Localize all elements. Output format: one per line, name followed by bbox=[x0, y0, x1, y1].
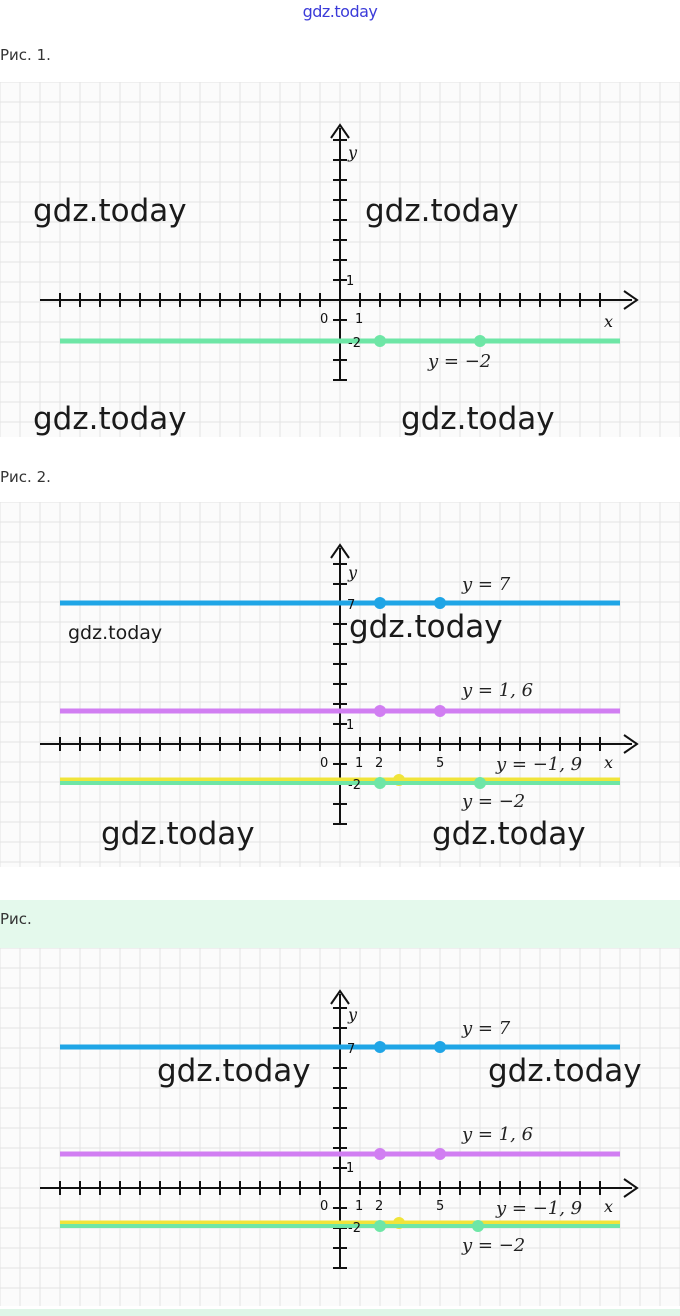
x-axis-name: x bbox=[604, 1197, 614, 1216]
tick-label-y-minus-2: -2 bbox=[348, 1221, 361, 1236]
watermark: gdz.today bbox=[488, 1053, 642, 1089]
tick-label-0: 0 bbox=[320, 1199, 329, 1214]
equation-y-minus-1-9: y = −1, 9 bbox=[496, 1198, 583, 1219]
equation-y-minus-1-9: y = −1, 9 bbox=[496, 754, 583, 775]
tick-label-y1: 1 bbox=[346, 274, 355, 289]
figure-1-graph bbox=[0, 82, 680, 437]
y-axis-name: y bbox=[348, 143, 358, 162]
point bbox=[474, 777, 486, 789]
tick-label-x2: 2 bbox=[375, 1199, 384, 1214]
tick-label-y-minus-2: -2 bbox=[348, 778, 361, 793]
watermark: gdz.today bbox=[68, 622, 163, 644]
tick-label-x5: 5 bbox=[436, 756, 445, 771]
point bbox=[374, 1148, 386, 1160]
point bbox=[374, 705, 386, 717]
point bbox=[434, 1041, 446, 1053]
point bbox=[434, 1148, 446, 1160]
tick-label-y1: 1 bbox=[346, 1161, 355, 1176]
point bbox=[434, 597, 446, 609]
tick-label-x1: 1 bbox=[355, 756, 364, 771]
watermark: gdz.today bbox=[401, 401, 555, 437]
watermark: gdz.today bbox=[365, 193, 519, 229]
tick-label-y7: 7 bbox=[347, 598, 356, 613]
equation-y-minus-2: y = −2 bbox=[462, 1235, 526, 1256]
point bbox=[374, 777, 386, 789]
tick-label-y7: 7 bbox=[347, 1042, 356, 1057]
equation-y-1-6: y = 1, 6 bbox=[462, 1124, 534, 1145]
equation-y-1-6: y = 1, 6 bbox=[462, 680, 534, 701]
point bbox=[434, 705, 446, 717]
watermark: gdz.today bbox=[101, 816, 255, 852]
y-axis-name: y bbox=[348, 1005, 358, 1024]
site-logo[interactable]: gdz.today bbox=[302, 2, 378, 21]
y-axis-name: y bbox=[348, 563, 358, 582]
x-axis-name: x bbox=[604, 753, 614, 772]
figure-3-banner bbox=[0, 900, 680, 948]
point bbox=[374, 597, 386, 609]
figure-3-label: Рис. bbox=[0, 910, 32, 928]
point bbox=[374, 1220, 386, 1232]
figure-3-graph bbox=[0, 948, 680, 1306]
footer-strip bbox=[0, 1309, 680, 1316]
tick-label-0: 0 bbox=[320, 756, 329, 771]
point bbox=[374, 335, 386, 347]
equation-y-7: y = 7 bbox=[462, 1018, 511, 1039]
figure-2-label: Рис. 2. bbox=[0, 468, 51, 486]
watermark: gdz.today bbox=[33, 401, 187, 437]
watermark: gdz.today bbox=[157, 1053, 311, 1089]
watermark: gdz.today bbox=[432, 816, 586, 852]
tick-label-x5: 5 bbox=[436, 1199, 445, 1214]
tick-label-x1: 1 bbox=[355, 1199, 364, 1214]
tick-label-y1: 1 bbox=[346, 718, 355, 733]
point bbox=[472, 1220, 484, 1232]
equation-y-minus-2: y = −2 bbox=[428, 351, 492, 372]
tick-label-x2: 2 bbox=[375, 756, 384, 771]
watermark: gdz.today bbox=[349, 609, 503, 645]
tick-label-y-minus-2: -2 bbox=[348, 336, 361, 351]
equation-y-7: y = 7 bbox=[462, 574, 511, 595]
tick-label-0: 0 bbox=[320, 312, 329, 327]
watermark: gdz.today bbox=[33, 193, 187, 229]
equation-y-minus-2: y = −2 bbox=[462, 791, 526, 812]
figure-2-graph bbox=[0, 502, 680, 867]
x-axis-name: x bbox=[604, 312, 614, 331]
figure-1-label: Рис. 1. bbox=[0, 46, 51, 64]
point bbox=[374, 1041, 386, 1053]
tick-label-x1: 1 bbox=[355, 312, 364, 327]
point bbox=[474, 335, 486, 347]
